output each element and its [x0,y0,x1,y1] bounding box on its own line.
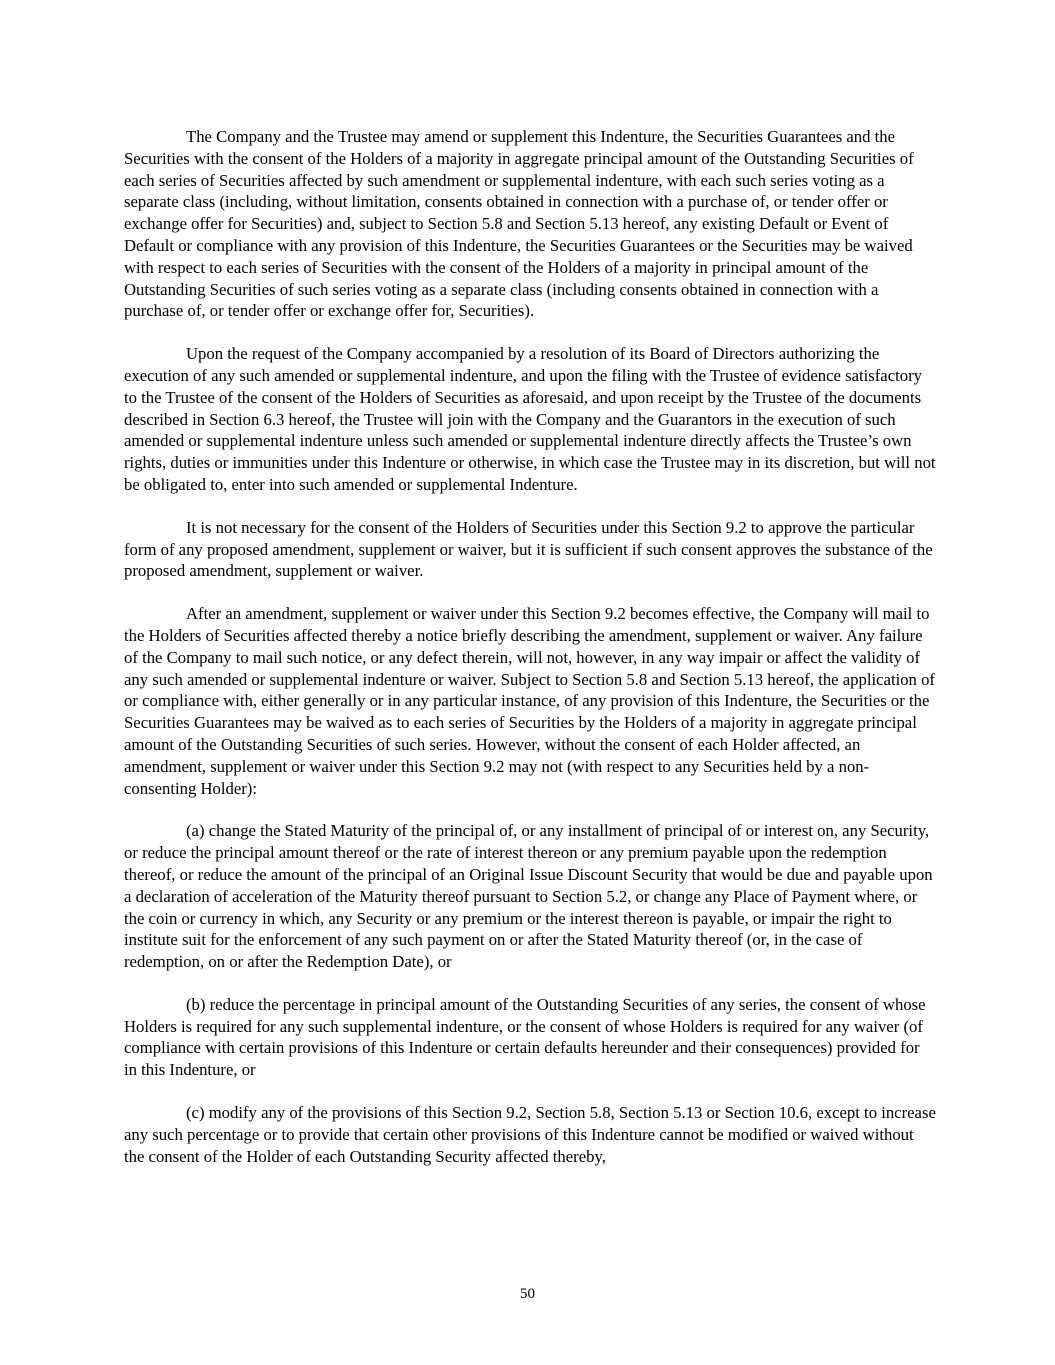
document-body [124,126,936,1188]
paragraph-form-of-consent: It is not necessary for the consent of the Holders of Securities under this Section 9.2 to approve the particular form of any proposed amendment, supplement or waiver, but it is sufficient if such consent approves the substance of the proposed amendment, supplement or waiver. [124,517,933,581]
clause-b-reduce-percentage: (b) reduce the percentage in principal amount of the Outstanding Securities of any series, the consent of whose Holders is required for any such supplemental indenture, or the consent of whose Holders is required for any waiver (of compliance with certain provisions of this Indenture or certain defaults hereunder and their consequences) provided for in this Indenture, or [124,994,926,1080]
clause-c-modify-provisions: (c) modify any of the provisions of this Section 9.2, Section 5.8, Section 5.13 or Section 10.6, except to increase any such percentage or to provide that certain other provisions of this Indenture cannot be modified or waived without the consent of the Holder of each Outstanding Security affected thereby, [124,1103,936,1166]
paragraph-notice-and-limitations: After an amendment, supplement or waiver under this Section 9.2 becomes effective, the Company will mail to the Holders of Securities affected thereby a notice briefly describing the amendment, supplement or waiver. Any failure of the Company to mail such notice, or any defect therein, will not, however, in any way impair or affect the validity of any such amended or supplemental indenture or waiver. Subject to Section 5.8 and Section 5.13 hereof, the application of or compliance with, either generally or in any particular instance, of any provision of this Indenture, the Securities or the Securities Guarantees may be waived as to each series of Securities by the Holders of a majority in aggregate principal amount of the Outstanding Securities of such series. However, without the consent of each Holder affected, an amendment, supplement or waiver under this Section 9.2 may not (with respect to any Securities held by a non-consenting Holder): [124,604,935,798]
paragraph-amendment-with-consent: The Company and the Trustee may amend or supplement this Indenture, the Securities Guarantees and the Securities with the consent of the Holders of a majority in aggregate principal amount of the Outstanding Securities of each series of Securities affected by such amendment or supplemental indenture, with each such series voting as a separate class (including, without limitation, consents obtained in connection with a purchase of, or tender offer or exchange offer for Securities) and, subject to Section 5.8 and Section 5.13 hereof, any existing Default or Event of Default or compliance with any provision of this Indenture, the Securities Guarantees or the Securities may be waived with respect to each series of Securities with the consent of the Holders of a majority in principal amount of the Outstanding Securities of such series voting as a separate class (including consents obtained in connection with a purchase of, or tender offer or exchange offer for, Securities). [124,127,914,321]
clause-a-stated-maturity: (a) change the Stated Maturity of the principal of, or any installment of principal of or interest on, any Security, or reduce the principal amount thereof or the rate of interest thereon or any premium payable upon the redemption thereof, or reduce the amount of the principal of an Original Issue Discount Security that would be due and payable upon a declaration of acceleration of the Maturity thereof pursuant to Section 5.2, or change any Place of Payment where, or the coin or currency in which, any Security or any premium or the interest thereon is payable, or impair the right to institute suit for the enforcement of any such payment on or after the Stated Maturity thereof (or, in the case of redemption, on or after the Redemption Date), or [124,821,933,972]
paragraph-trustee-execution: Upon the request of the Company accompanied by a resolution of its Board of Directors authorizing the execution of any such amended or supplemental indenture, and upon the filing with the Trustee of evidence satisfactory to the Trustee of the consent of the Holders of Securities as aforesaid, and upon receipt by the Trustee of the documents described in Section 6.3 hereof, the Trustee will join with the Company and the Guarantors in the execution of such amended or supplemental indenture unless such amended or supplemental indenture directly affects the Trustee’s own rights, duties or immunities under this Indenture or otherwise, in which case the Trustee may in its discretion, but will not be obligated to, enter into such amended or supplemental Indenture. [124,344,936,494]
page-number: 50 [520,1286,535,1302]
